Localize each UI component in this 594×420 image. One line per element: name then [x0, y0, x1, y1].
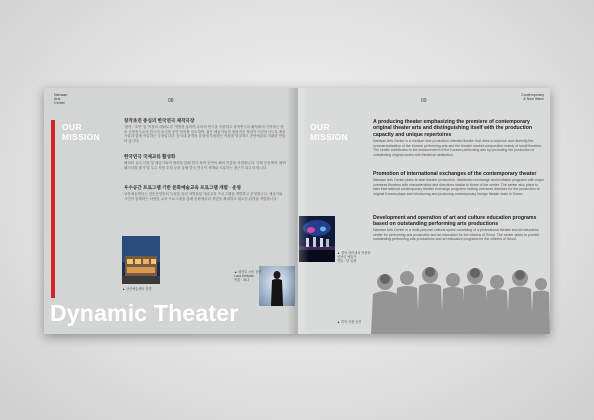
- stage-photo: [299, 216, 335, 262]
- right-body-2: Namsan Arts Center plans to start theater production, distribution exchange and invitation programs with major overseas theaters with characteristics and directions similar to those of the center. The center also plans to start international contemporary theater exchange programs inviting overseas directors for the production of original Korean plays and introducing and producing contemporary foreign theater texts in Korea.: [373, 178, 545, 197]
- right-title-3: Development and operation of art and culture education programs based on outstanding performing arts productions: [373, 215, 537, 228]
- performer-photo-caption: ▲ 대학로 시민 공연 Luna Delicate 연출 · 최나: [234, 270, 262, 282]
- left-body-3: 남산예술센터는 전문공연장의 특성을 살린 차별화된 예술교육 프로그램을 개발하고 운영합니다. 예술가와 시민이 함께하는 다양한 교육 프로그램을 통해 문화예술의 저변을 확대하고 새로운 관객을 개발합니다.: [124, 192, 283, 201]
- right-body-1: Namsan Arts Center is a medium size production oriented theater that aims to improve and diversify the commercialization of the Korean performing arts and the theater market composition mainly of small theaters. The center contributes to the advancement of the Korean performing arts by promoting the production of outstanding original works with theatrical aesthetics.: [373, 139, 543, 158]
- left-heading-3: 우수공간 프로그램 기반 문화예술교육 프로그램 개발 · 운영: [124, 185, 241, 190]
- left-section-label: OUR MISSION: [62, 122, 100, 142]
- brochure-spread: [44, 88, 550, 334]
- left-body-2: 해외의 유수 극장 및 예술가와의 협력을 통해 한국 창작 공연의 해외 진출을 지원합니다. 국제 공동제작, 해외 페스티벌 참가 및 우수 작품 초청 등을 통해 한국 연극이 세계와 소통하는 창구가 되고자 합니다.: [124, 161, 286, 170]
- right-header-tag: Contemporary & New Wave: [521, 93, 544, 101]
- right-title-1: A producing theater emphasizing the premiere of contemporary original theater arts and distinguishing itself with the production capacity and unique repertoires: [373, 119, 533, 138]
- left-heading-1: 창작초연 중심의 한국연극 제작극장: [124, 118, 195, 123]
- building-photo: [122, 236, 160, 284]
- left-header-tag: Namsan Arts Center: [54, 93, 68, 105]
- right-page-number: 09: [421, 98, 427, 104]
- right-page: [297, 88, 550, 334]
- right-section-label: OUR MISSION: [310, 122, 348, 142]
- dynamic-theater-title: Dynamic Theater: [50, 300, 239, 326]
- left-page: [44, 88, 297, 334]
- right-body-3: Namsan Arts Center is a multi-purpose cultural space consisting of a professional theater and art education center for performing arts production and art education for the citizens of Seoul. The center plans to provide outstanding performing arts productions and art education programs for the citizens of Seoul.: [373, 228, 540, 242]
- historic-group-photo: [367, 260, 550, 334]
- performer-image: [259, 266, 295, 306]
- building-photo-caption: ▲ 남산예술센터 전경: [122, 287, 152, 291]
- stage-photo-caption: ▲ 결의 자리에서 작품을 선보인 예술가 연출 · 한 임재: [337, 251, 371, 263]
- left-body-1: '창작', '초연' 및 '작품의 레퍼토리' 개발을 통하여 우리의 연극을 지원하고 창작연극의 활성화에 기여하는 중소 공연장으로서 한국의 소극장 공연 문화를 선도하며, 젊은 예술가들의 창의적인 작업이 이루어지도록 예술가들과 함께 작업하는 극장입니다. 동시대 관객의 감성에 부합하는 작품을 발굴하고 공연예술의 미래를 만들어 갑니다.: [124, 125, 286, 144]
- stage-image: [299, 216, 335, 262]
- left-heading-2: 한국연극 국제교류 활성화: [124, 154, 176, 159]
- historic-group-caption: ▲ 지역 작품 공연: [337, 320, 362, 324]
- red-accent-bar: [51, 120, 55, 298]
- building-image: [122, 236, 160, 284]
- performer-photo: [259, 266, 295, 306]
- left-page-number: 08: [168, 98, 174, 104]
- right-title-2: Promotion of international exchanges of the contemporary theater: [373, 171, 537, 177]
- historic-group-image: [367, 260, 550, 334]
